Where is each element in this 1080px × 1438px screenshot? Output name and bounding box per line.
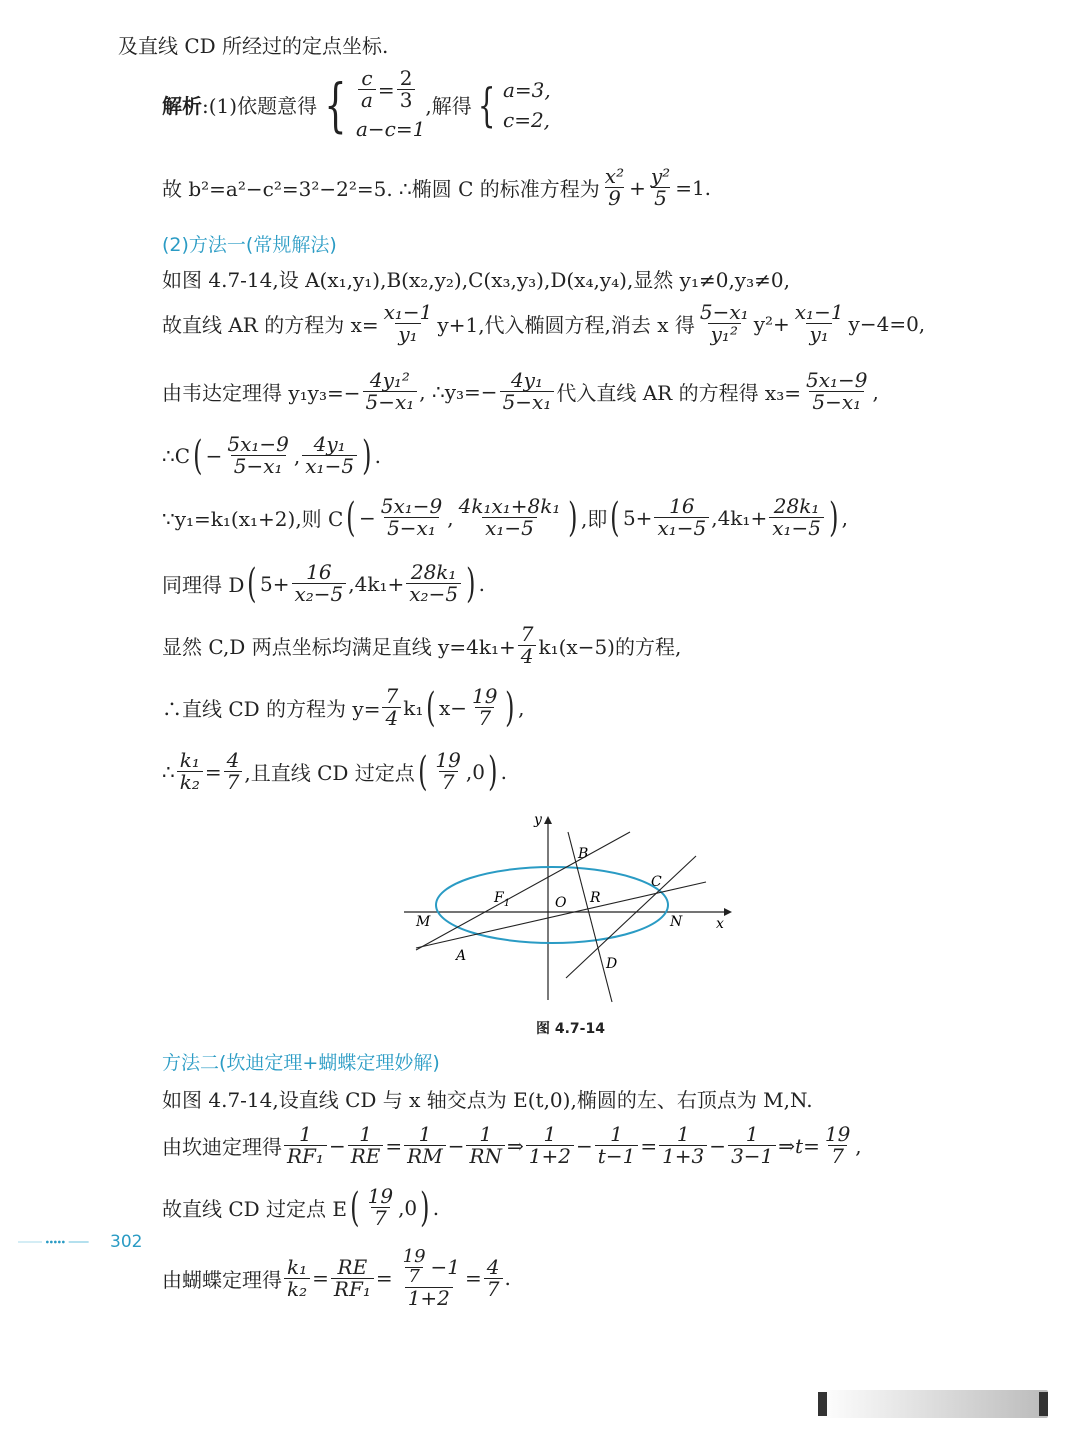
text-line [162,1084,813,1113]
text-line: 由蝴蝶定理得 $\frac{\text{k₁}}{\text{k₂}}$ = $\frac{RE}{\text{RF₁}}$ = $\frac{19}{7}$ −1 1+2 = $\frac{4}{7}$ . [162,1246,511,1310]
line-BD [568,832,612,1002]
fraction: $\frac{1}{RN}$ [466,1124,505,1167]
fraction: $\frac{\text{28k₁}}{\text{x₁−5}}$ [769,496,824,539]
fraction: $\frac{1}{t-1}$ [595,1124,639,1167]
ellipse-diagram [398,810,738,1010]
fraction: $\frac{1}{1+2}$ [526,1124,574,1167]
method-2-heading [162,1048,440,1075]
text-line: 故直线 AR 的方程为 x= $\frac{\text{x₁−1}}{\text{y₁}}$ y+1,代入椭圆方程,消去 x 得 $\frac{\text{5−x₁}}{\text{y₁²}}$ y²+ $\frac{\text{x₁−1}}{\text{y₁}}$ y−4=0, [162,300,926,346]
fraction: $\frac{c}{a}$ [358,68,376,111]
fraction: $\frac{\text{5x₁−9}}{\text{5−x₁}}$ [227,432,289,478]
fraction: $\frac{\text{x²}}{9}$ [604,164,625,210]
text: :(1)依题意得 [202,94,318,118]
text-line [162,264,790,293]
complex-fraction: $\frac{19}{7}$ −1 1+2 [402,1246,461,1310]
fraction: $\frac{\text{28k₁}}{\text{x₂−5}}$ [406,562,461,605]
fraction: $\frac{\text{4y₁}}{\text{5−x₁}}$ [500,370,555,413]
fraction: $\frac{1}{3-1}$ [728,1124,776,1167]
fraction: $\frac{\text{4k₁x₁+8k₁}}{\text{x₁−5}}$ [458,494,561,540]
fraction: $\frac{\text{5x₁−9}}{\text{5−x₁}}$ [380,494,443,540]
fraction: $\frac{1}{RM}$ [404,1124,446,1167]
ellipse [436,867,668,943]
brace: { [324,70,347,139]
label-O: O [555,895,567,911]
method-1-heading [162,230,337,257]
text-line: 显然 C,D 两点坐标均满足直线 y=4k₁+ $\frac{7}{4}$ k₁(x−5)的方程, [162,622,682,668]
text-line: ∵y₁=k₁(x₁+2),则 C ( − $\frac{\text{5x₁−9}}{\text{5−x₁}}$ , $\frac{\text{4k₁x₁+8k₁}}{\text{x₁−5}}$ ) ,即 ( 5+ $\frac{16}{\text{x₁−5}}$ ,4k₁+ $\frac{\text{28k₁}}{\text{x₁−5}}$ ) , [162,494,848,541]
fraction: $\frac{19}{7}$ [435,748,461,794]
solution-line-1 [162,68,551,141]
fraction: $\frac{\text{4y₁}}{\text{x₁−5}}$ [302,434,357,477]
fraction: $\frac{\text{x₁−1}}{\text{y₁}}$ [794,300,844,346]
equation-system-2: a=3, c=2, [503,77,551,132]
equation-system-1: $\frac{c}{a}$ = $\frac{2}{3}$ a−c=1 [355,66,426,141]
fraction: $\frac{16}{\text{x₁−5}}$ [654,496,709,539]
text: (2)方法一(常规解法) [162,234,337,256]
figure-caption: 图 4.7-14 [536,1021,605,1037]
fraction: $\frac{\text{4y₁²}}{\text{5−x₁}}$ [363,370,418,413]
text-line: ∴ $\frac{\text{k₁}}{\text{k₂}}$ = $\frac{4}{7}$ ,且直线 CD 过定点 ( $\frac{19}{7}$ ,0 ) . [162,748,507,795]
fraction: $\frac{\text{x₁−1}}{\text{y₁}}$ [383,300,433,346]
fraction: $\frac{\text{y²}}{5}$ [650,164,671,210]
fraction: $\frac{\text{5−x₁}}{\text{y₁²}}$ [699,300,749,346]
fraction: $\frac{7}{4}$ [518,624,537,667]
label-B: B [578,846,589,862]
text: 如图 4.7-14,设 A(x₁,y₁),B(x₂,y₂),C(x₃,y₃),D(x₄,y₄),显然 y₁≠0,y₃≠0, [162,268,790,292]
fraction: $\frac{1}{1+3}$ [659,1124,707,1167]
fraction: $\frac{19}{7}$ [472,684,498,730]
footer-decoration [0,1240,108,1244]
text-line: 由韦达定理得 y₁y₃=− $\frac{\text{4y₁²}}{\text{5−x₁}}$ , ∴y₃=− $\frac{\text{4y₁}}{\text{5−x₁}}$ 代入直线 AR 的方程得 x₃= $\frac{\text{5x₁−9}}{\text{5−x₁}}$ , [162,368,879,414]
handle-grip-right [1039,1392,1048,1416]
text-line: 同理得 D ( 5+ $\frac{16}{\text{x₂−5}}$ ,4k₁+ $\frac{\text{28k₁}}{\text{x₂−5}}$ ) . [162,560,486,607]
fraction: $\frac{1}{RE}$ [348,1124,384,1167]
label-R: R [590,890,601,906]
label-F1: $F_1$ [494,890,511,909]
text-line: ∴C ( − $\frac{\text{5x₁−9}}{\text{5−x₁}}$ , $\frac{\text{4y₁}}{\text{x₁−5}}$ ) . [162,432,382,479]
scroll-handle[interactable] [818,1390,1048,1418]
equation: a−c=1 [355,117,426,141]
label-M: M [416,914,431,930]
y-axis-arrow [544,816,552,824]
fraction: $\frac{19}{7}$ [824,1122,851,1168]
handle-grip-left [818,1392,827,1416]
x-axis-arrow [724,908,732,916]
line-AC [416,882,706,948]
fraction: $\frac{\text{5x₁−9}}{\text{5−x₁}}$ [806,368,868,414]
page-number: 302 [110,1232,143,1252]
fraction: $\frac{7}{4}$ [382,686,401,729]
solution-heading: 解析 [162,94,202,118]
text-line: 故直线 CD 过定点 E ( $\frac{19}{7}$ ,0 ) . [162,1184,440,1231]
text: 及直线 CD 所经过的定点坐标. [118,34,389,58]
text: 故 b²=a²−c²=3²−2²=5. ∴椭圆 C 的标准方程为 [162,177,600,201]
label-C: C [651,874,662,890]
fraction: $\frac{16}{\text{x₂−5}}$ [292,562,347,605]
text-line: ∴直线 CD 的方程为 y= $\frac{7}{4}$ k₁ ( x− $\frac{19}{7}$ ) , [162,684,525,731]
label-N: N [670,914,683,930]
brace: { [477,77,496,132]
fraction: $\frac{4}{7}$ [224,750,243,793]
fraction: $\frac{\text{k₁}}{\text{k₂}}$ [284,1257,310,1300]
fraction: $\frac{RE}{\text{RF₁}}$ [331,1257,374,1300]
text: ,解得 [425,94,472,118]
label-x: x [716,916,724,932]
fraction: $\frac{\text{k₁}}{\text{k₂}}$ [177,750,203,793]
label-A: A [456,948,467,964]
fraction: $\frac{2}{3}$ [397,68,416,111]
text: 方法二(坎迪定理+蝴蝶定理妙解) [162,1052,440,1074]
text: 如图 4.7-14,设直线 CD 与 x 轴交点为 E(t,0),椭圆的左、右顶点为 M,N. [162,1088,813,1112]
text-line: 由坎迪定理得 $\frac{1}{\text{RF₁}}$ − $\frac{1}{RE}$ = $\frac{1}{RM}$ − $\frac{1}{RN}$ ⇒ $\frac{1}{1+2}$ − $\frac{1}{t-1}$ = $\frac{1}{1+3}$ − $\frac{1}{3-1}$ ⇒t= $\frac{19}{7}$ , [162,1122,862,1168]
fraction: $\frac{1}{\text{RF₁}}$ [284,1124,327,1167]
text-line: 故 b²=a²−c²=3²−2²=5. ∴椭圆 C 的标准方程为 $\frac{\text{x²}}{9}$ + $\frac{\text{y²}}{5}$ =1. [162,164,712,210]
fraction: $\frac{19}{7}$ [367,1184,394,1230]
label-y: y [534,812,542,828]
label-D: D [606,956,618,972]
text-line [118,30,388,59]
fraction: $\frac{4}{7}$ [484,1257,503,1300]
